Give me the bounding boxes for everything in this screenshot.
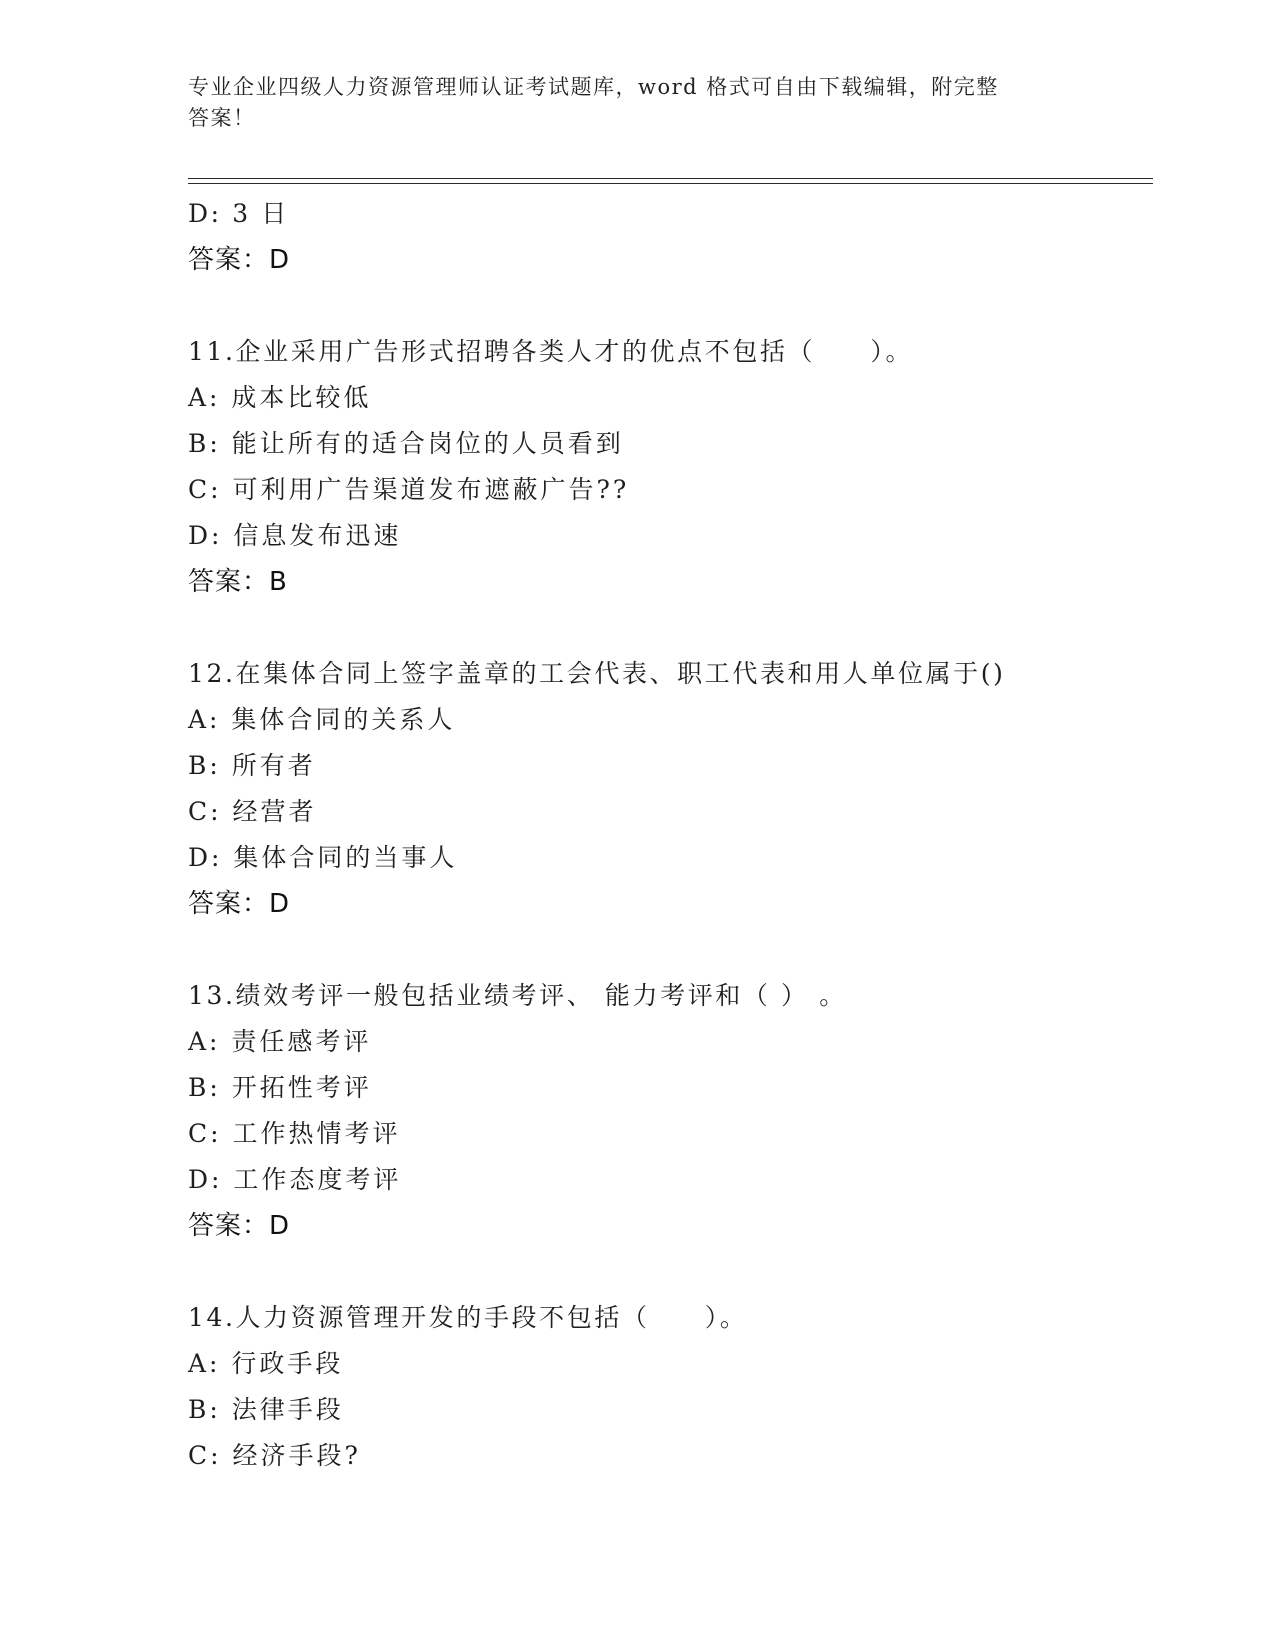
question-stem: 11.企业采用广告形式招聘各类人才的优点不包括（ ）。 [188, 337, 914, 366]
header-divider-top [188, 178, 1153, 179]
question-13 [188, 973, 1148, 1249]
option-d: D: 工作态度考评 [188, 1165, 402, 1194]
answer-line: 答案：D [188, 889, 291, 919]
option-d: D: 3 日 [188, 199, 289, 228]
option-a: A: 责任感考评 [188, 1027, 372, 1056]
question-10-tail [188, 191, 1148, 283]
option-b: B: 开拓性考评 [188, 1073, 372, 1102]
question-11 [188, 329, 1148, 605]
spacer [188, 927, 1148, 973]
question-list [188, 191, 1148, 1479]
option-d: D: 信息发布迅速 [188, 521, 402, 550]
answer-line: 答案：B [188, 567, 288, 597]
header-line-1: 专业企业四级人力资源管理师认证考试题库，word 格式可自由下载编辑，附完整 [188, 75, 999, 99]
option-a: A: 成本比较低 [188, 383, 372, 412]
option-c: C: 工作热情考评 [188, 1119, 401, 1148]
option-b: B: 能让所有的适合岗位的人员看到 [188, 429, 624, 458]
option-c: C: 经营者 [188, 797, 317, 826]
spacer [188, 1249, 1148, 1295]
option-c: C: 经济手段? [188, 1441, 361, 1470]
spacer [188, 605, 1148, 651]
question-14 [188, 1295, 1148, 1479]
option-b: B: 法律手段 [188, 1395, 344, 1424]
header-line-2: 答案！ [188, 106, 256, 130]
question-12 [188, 651, 1148, 927]
option-b: B: 所有者 [188, 751, 316, 780]
question-stem: 14.人力资源管理开发的手段不包括（ ）。 [188, 1303, 748, 1332]
question-stem: 12.在集体合同上签字盖章的工会代表、职工代表和用人单位属于() [188, 659, 1006, 688]
page-header [188, 72, 1088, 134]
answer-line: 答案：D [188, 245, 291, 275]
answer-line: 答案：D [188, 1211, 291, 1241]
spacer [188, 283, 1148, 329]
header-divider-bottom [188, 183, 1153, 184]
option-d: D: 集体合同的当事人 [188, 843, 458, 872]
option-a: A: 行政手段 [188, 1349, 344, 1378]
option-c: C: 可利用广告渠道发布遮蔽广告?? [188, 475, 630, 504]
question-stem: 13.绩效考评一般包括业绩考评、 能力考评和（ ） 。 [188, 981, 847, 1010]
option-a: A: 集体合同的关系人 [188, 705, 456, 734]
